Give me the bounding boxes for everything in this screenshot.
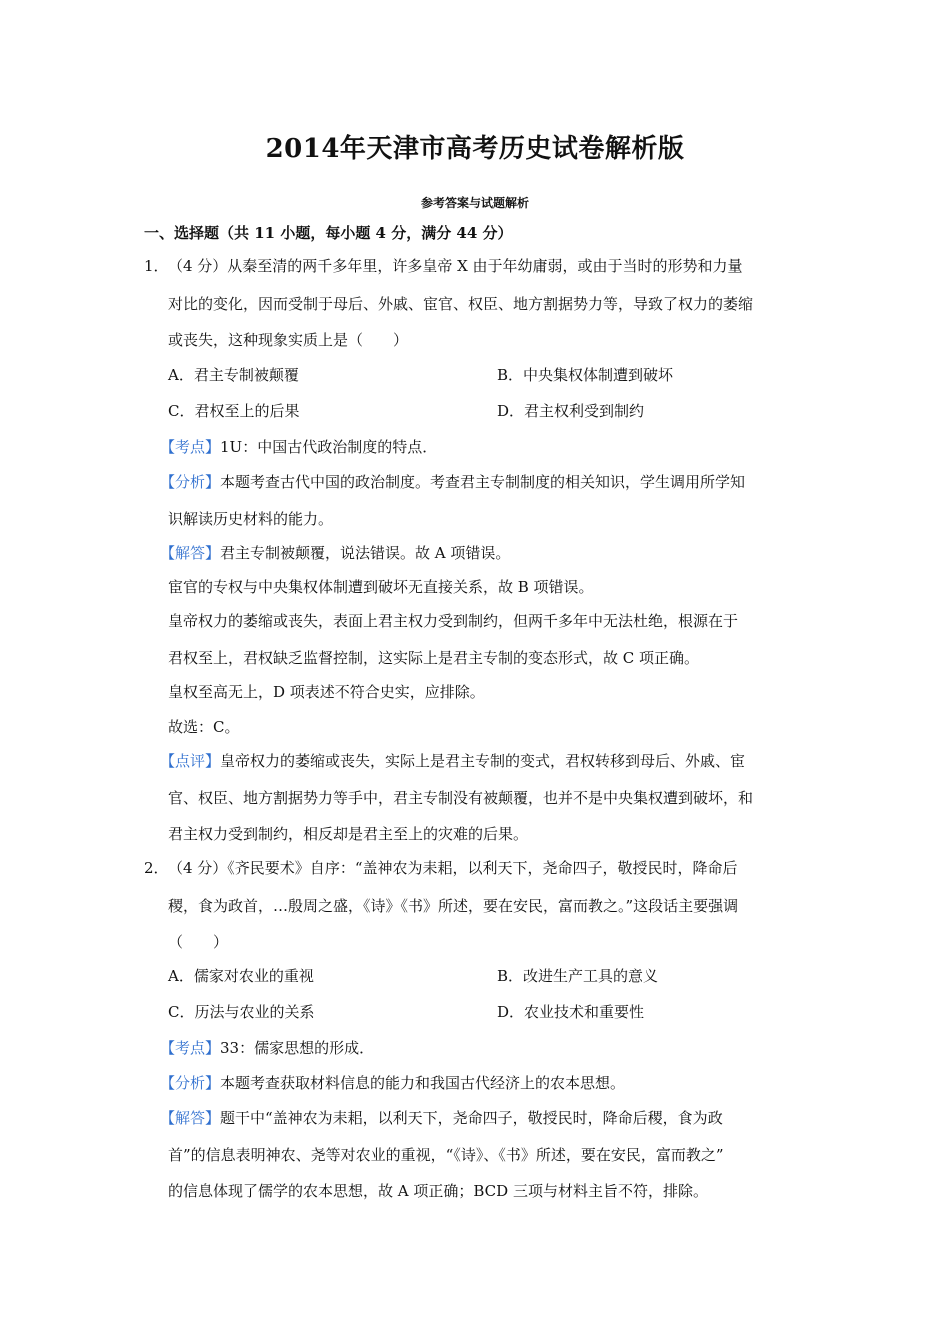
document-title: 2014年天津市高考历史试卷解析版 [265,134,685,164]
jieda-tag: 【解答】 [160,1109,221,1127]
question-number: 2． [144,859,169,877]
question-stem-line: （ ） [168,933,229,951]
option-d: D．农业技术和重要性 [497,1003,645,1021]
fenxi-line [160,472,745,492]
option-a: A．君主专制被颠覆 [168,366,299,384]
option-b: B．改进生产工具的意义 [497,967,659,985]
fenxi-text: 本题考查获取材料信息的能力和我国古代经济上的农本思想。 [220,1074,626,1092]
jieda-tag: 【解答】 [160,544,221,562]
fenxi-text: 本题考查古代中国的政治制度。考查君主专制制度的相关知识，学生调用所学知 [220,473,746,491]
question-stem-line: 对比的变化，因而受制于母后、外戚、宦官、权臣、地方割据势力等，导致了权力的萎缩 [168,295,754,313]
dianping-text: 皇帝权力的萎缩或丧失，实际上是君主专制的变式，君权转移到母后、外戚、宦 [220,752,746,770]
kaodian-text: 33：儒家思想的形成． [220,1039,375,1057]
jieda-answer: 故选：C。 [168,718,240,736]
jieda-line [160,543,510,563]
fenxi-tag: 【分析】 [160,473,221,491]
jieda-text: 君权至上，君权缺乏监督控制，这实际上是君主专制的变态形式，故 C 项正确。 [168,649,700,667]
question-stem-line: （4 分）《齐民要术》自序：“盖神农为耒耜，以利天下，尧命四子，敬授民时，降命后 [168,859,738,877]
jieda-text: 皇帝权力的萎缩或丧失，表面上君主权力受到制约，但两千多年中无法杜绝，根源在于 [168,612,739,630]
question-stem-line: 稷，食为政首，…殷周之盛，《诗》《书》所述，要在安民，富而教之。”这段话主要强调 [168,897,739,915]
dianping-tag: 【点评】 [160,752,221,770]
fenxi-line [160,1073,625,1093]
jieda-text: 的信息体现了儒学的农本思想，故 A 项正确；BCD 三项与材料主旨不符，排除。 [168,1182,708,1200]
kaodian-tag: 【考点】 [160,1039,221,1057]
kaodian-text: 1U：中国古代政治制度的特点． [220,438,438,456]
jieda-text: 首”的信息表明神农、尧等对农业的重视，“《诗》、《书》所述，要在安民，富而教之” [168,1146,724,1164]
option-c: C．君权至上的后果 [168,402,300,420]
fenxi-tag: 【分析】 [160,1074,221,1092]
question-number: 1． [144,257,169,275]
question-stem-line: （4 分）从秦至清的两千多年里，许多皇帝 X 由于年幼庸弱，或由于当时的形势和力量 [168,257,743,275]
option-a: A．儒家对农业的重视 [168,967,314,985]
kaodian-tag: 【考点】 [160,438,221,456]
jieda-text: 题干中“盖神农为耒耜，以利天下，尧命四子，敬授民时，降命后稷，食为政 [220,1109,723,1127]
fenxi-text: 识解读历史材料的能力。 [168,510,334,528]
document-subtitle: 参考答案与试题解析 [420,196,529,210]
kaodian-line [160,437,437,457]
option-b: B．中央集权体制遭到破坏 [497,366,674,384]
option-c: C．历法与农业的关系 [168,1003,315,1021]
kaodian-line [160,1038,374,1058]
jieda-text: 皇权至高无上，D 项表述不符合史实，应排除。 [168,683,485,701]
section-heading: 一、选择题（共 11 小题，每小题 4 分，满分 44 分） [144,224,513,242]
option-d: D．君主权利受到制约 [497,402,645,420]
jieda-line [160,1108,723,1128]
jieda-text: 君主专制被颠覆，说法错误。故 A 项错误。 [220,544,511,562]
question-stem-line: 或丧失，这种现象实质上是（ ） [168,331,409,349]
dianping-text: 君主权力受到制约，相反却是君主至上的灾难的后果。 [168,825,529,843]
dianping-line [160,751,745,771]
dianping-text: 官、权臣、地方割据势力等手中，君主专制没有被颠覆，也并不是中央集权遭到破坏，和 [168,789,754,807]
jieda-text: 宦官的专权与中央集权体制遭到破坏无直接关系，故 B 项错误。 [168,578,594,596]
